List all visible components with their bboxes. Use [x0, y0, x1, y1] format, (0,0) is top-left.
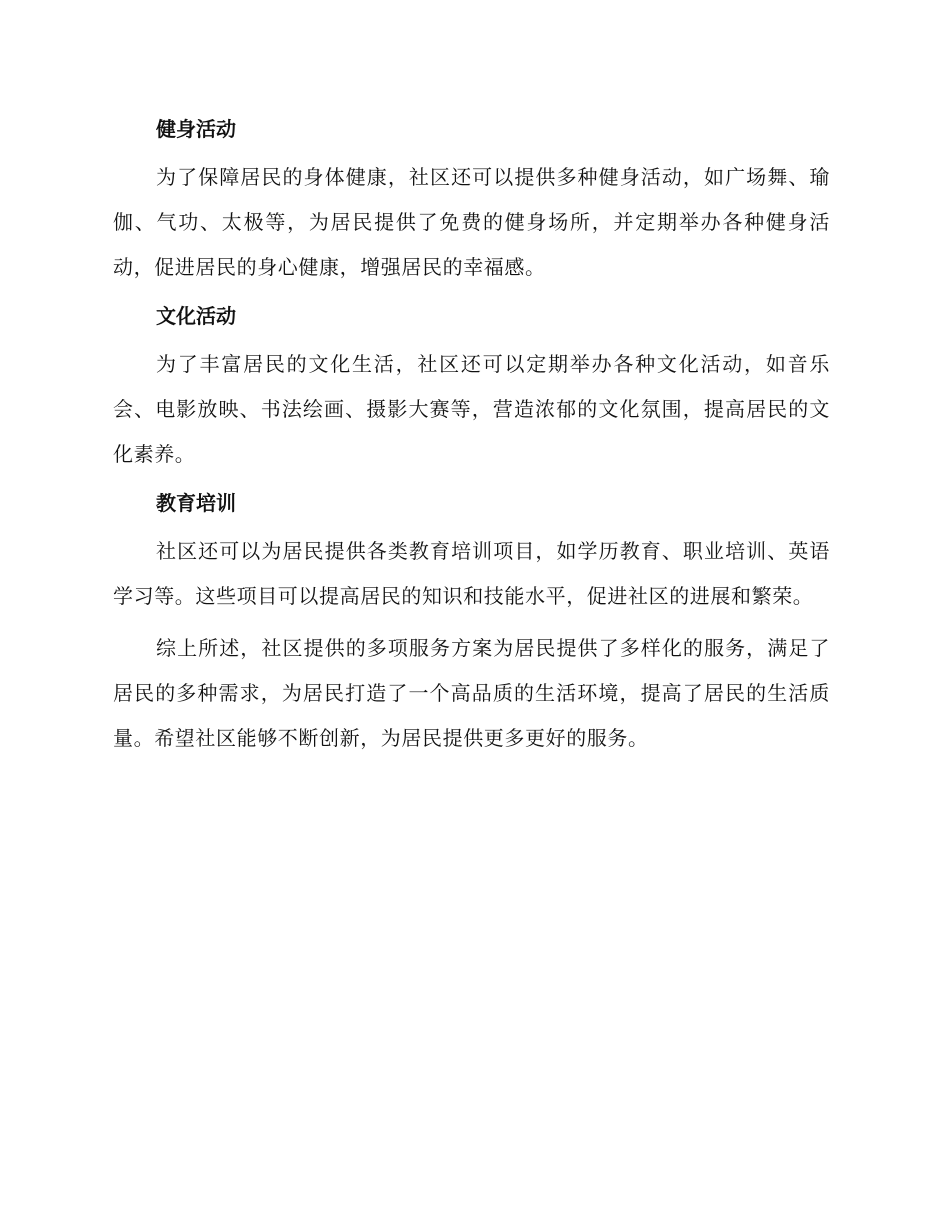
- document-page: [113, 110, 830, 768]
- section-heading-culture: 文化活动: [156, 304, 236, 328]
- section-body-fitness: 为了保障居民的身体健康，社区还可以提供多种健身活动，如广场舞、瑜伽、气功、太极等，为居民提供了免费的健身场所，并定期举办各种健身活动，促进居民的身心健康，增强居民的幸福感。: [113, 165, 830, 279]
- section-heading-education: 教育培训: [156, 491, 236, 515]
- section-body-education: 社区还可以为居民提供各类教育培训项目，如学历教育、职业培训、英语学习等。这些项目可以提高居民的知识和技能水平，促进社区的进展和繁荣。: [113, 539, 830, 608]
- conclusion-paragraph: 综上所述，社区提供的多项服务方案为居民提供了多样化的服务，满足了居民的多种需求，为居民打造了一个高品质的生活环境，提高了居民的生活质量。希望社区能够不断创新，为居民提供更多更好的服务。: [113, 636, 830, 750]
- section-body-culture: 为了丰富居民的文化生活，社区还可以定期举办各种文化活动，如音乐会、电影放映、书法绘画、摄影大赛等，营造浓郁的文化氛围，提高居民的文化素养。: [113, 352, 830, 466]
- section-heading-fitness: 健身活动: [156, 117, 236, 141]
